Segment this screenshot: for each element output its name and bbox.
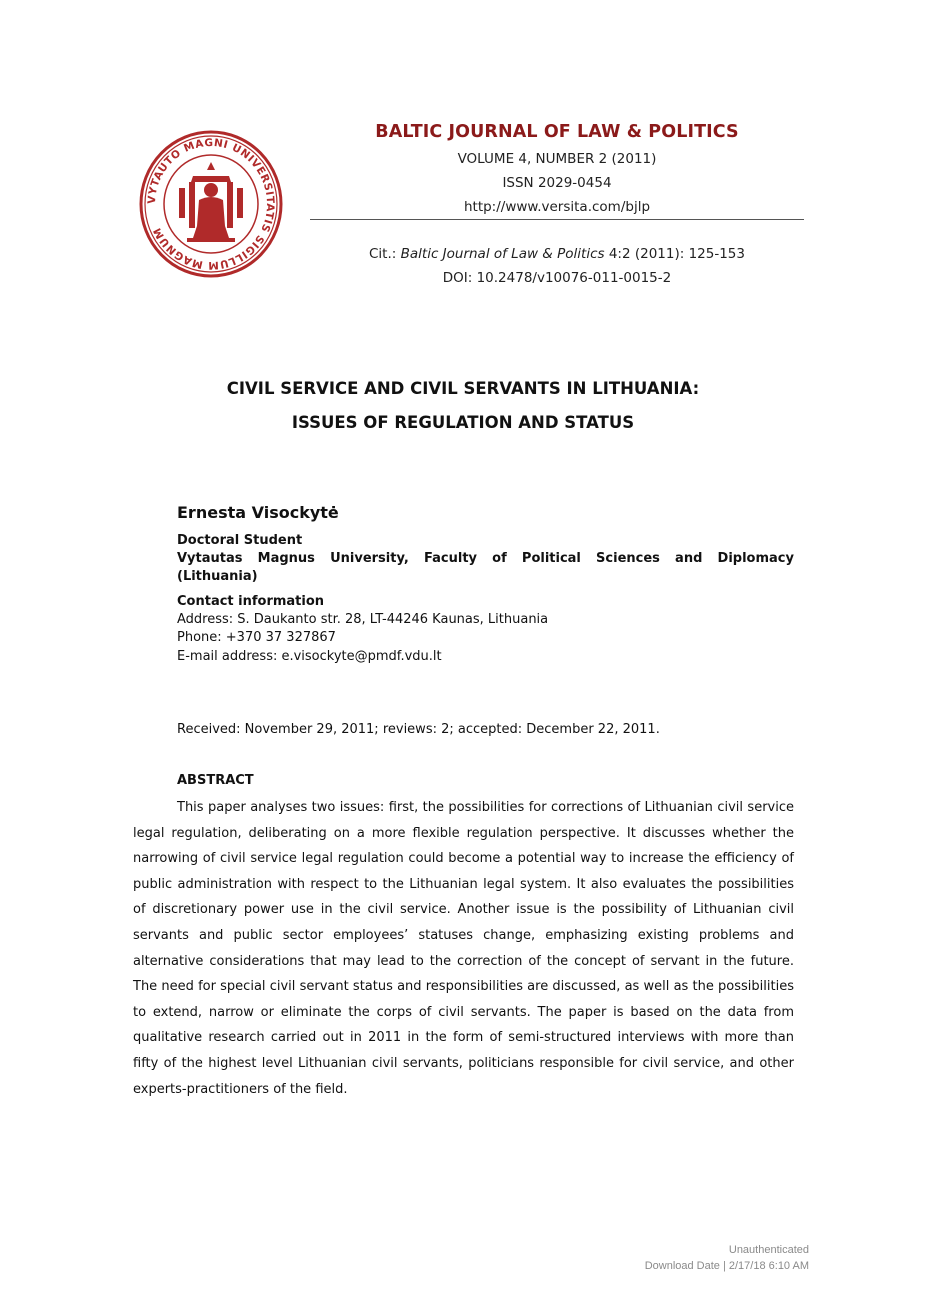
citation-line xyxy=(310,246,804,262)
seal-ring-text: VYTAUTO MAGNI UNIVERSITATIS SIGILLUM MAGNUM xyxy=(145,136,277,272)
citation-suffix: 4:2 (2011): 125-153 xyxy=(604,246,745,262)
received-dates: Received: November 29, 2011; reviews: 2; accepted: December 22, 2011. xyxy=(177,722,660,737)
author-position: Doctoral Student xyxy=(177,533,303,548)
paper-title-line1: CIVIL SERVICE AND CIVIL SERVANTS IN LITHUANIA: xyxy=(226,379,700,398)
citation-prefix: Cit.: xyxy=(369,246,401,262)
contact-email[interactable]: E-mail address: e.visockyte@pmdf.vdu.lt xyxy=(177,649,442,664)
contact-heading: Contact information xyxy=(177,594,325,609)
abstract-heading: ABSTRACT xyxy=(177,773,254,788)
seal-figure-icon xyxy=(179,162,243,242)
footer-auth-status: Unauthenticated xyxy=(728,1244,809,1256)
journal-title: BALTIC JOURNAL OF LAW & POLITICS xyxy=(375,122,739,142)
abstract-text: This paper analyses two issues: first, the possibilities for corrections of Lithuanian civil service legal regulation, deliberating on a more flexible regulation perspective. It discusses whether the narrowing of civil service legal regulation could become a potential way to increase the efficiency of public administration with respect to the Lithuanian legal system. It also evaluates the possibilities of discretionary power use in the civil service. Another issue is the possibility of Lithuanian civil servants and public sector employees’ statuses change, emphasizing existing problems and alternative considerations that may lead to the correction of the concept of servant in the future. The need for special civil servant status and responsibilities are discussed, as well as the possibilities to extend, narrow or eliminate the corps of civil servants. The paper is based on the data from qualitative research carried out in 2011 in the form of semi-structured interviews with more than fifty of the highest level Lithuanian civil servants, politicians responsible for civil service, and other experts-practitioners of the field. xyxy=(133,800,794,1097)
paper-title-line2: ISSUES OF REGULATION AND STATUS xyxy=(291,413,635,432)
journal-volume: VOLUME 4, NUMBER 2 (2011) xyxy=(457,151,657,167)
university-seal-logo xyxy=(139,130,283,278)
citation-journal: Baltic Journal of Law & Politics xyxy=(400,246,605,262)
contact-phone: Phone: +370 37 327867 xyxy=(177,630,336,645)
contact-address: Address: S. Daukanto str. 28, LT-44246 Kaunas, Lithuania xyxy=(177,612,549,627)
header-divider xyxy=(310,219,804,220)
author-affiliation: Vytautas Magnus University, Faculty of Political Sciences and Diplomacy (Lithuania) xyxy=(177,551,794,584)
doi-line: DOI: 10.2478/v10076-011-0015-2 xyxy=(442,270,672,286)
journal-issn: ISSN 2029-0454 xyxy=(502,175,612,191)
footer-download-date: Download Date | 2/17/18 6:10 AM xyxy=(644,1260,809,1272)
author-name: Ernesta Visockytė xyxy=(177,503,339,522)
journal-url-link[interactable]: http://www.versita.com/bjlp xyxy=(463,199,651,215)
